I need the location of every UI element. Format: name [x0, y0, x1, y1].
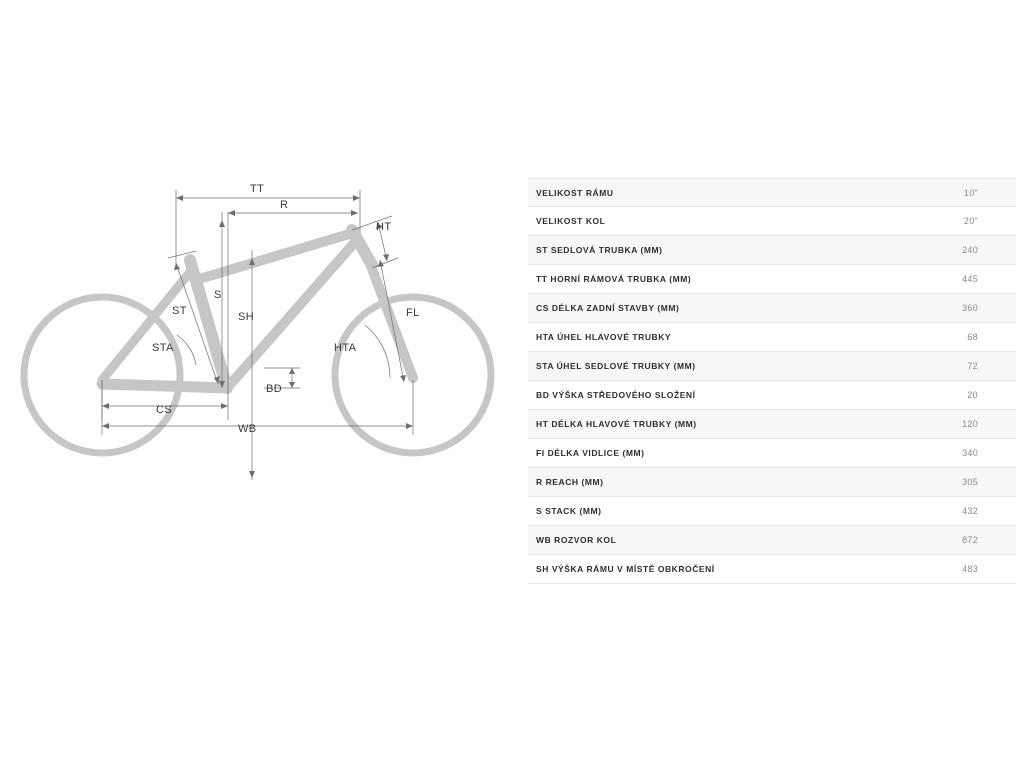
cs-arrow-left [102, 403, 109, 409]
r-arrow-left [228, 210, 235, 216]
cs-arrow-right [221, 403, 228, 409]
ht-arrow-bottom [383, 254, 389, 261]
spec-label: CS DÉLKA ZADNÍ STAVBY (MM) [536, 303, 680, 313]
sh-arrow-bottom [249, 471, 255, 478]
spec-label: S STACK (MM) [536, 506, 602, 516]
spec-label: R REACH (MM) [536, 477, 604, 487]
spec-value: 240 [962, 245, 978, 255]
table-row [528, 323, 1016, 352]
fl-arrow-bottom [400, 375, 406, 382]
spec-label: SH VÝŠKA RÁMU V MÍSTĚ OBKROČENÍ [536, 564, 715, 574]
bd-arrow-bottom [289, 382, 295, 388]
label-TT: TT [250, 183, 265, 195]
s-arrow-top [219, 220, 225, 227]
spec-label: VELIKOST KOL [536, 216, 606, 226]
spec-value: 120 [962, 419, 978, 429]
tt-arrow-left [176, 195, 183, 201]
table-row [528, 468, 1016, 497]
bike-geometry-svg [0, 130, 512, 530]
table-row [528, 439, 1016, 468]
spec-value: 445 [962, 274, 978, 284]
spec-value: 432 [962, 506, 978, 516]
bd-arrow-top [289, 368, 295, 374]
chain-stay [102, 384, 227, 388]
spec-label: HT DÉLKA HLAVOVÉ TRUBKY (MM) [536, 419, 697, 429]
label-STA: STA [152, 342, 174, 354]
spec-label: STA ÚHEL SEDLOVÉ TRUBKY (MM) [536, 361, 696, 371]
spec-value: 872 [962, 535, 978, 545]
label-R: R [280, 199, 289, 211]
table-row [528, 207, 1016, 236]
label-HTA: HTA [334, 342, 357, 354]
table-row [528, 352, 1016, 381]
spec-value: 483 [962, 564, 978, 574]
spec-label: FI DÉLKA VIDLICE (MM) [536, 448, 645, 458]
label-SH: SH [238, 311, 255, 323]
label-WB: WB [238, 423, 257, 435]
wb-arrow-left [102, 423, 109, 429]
table-row [528, 555, 1016, 584]
st-arrow-top [174, 263, 180, 270]
table-row [528, 265, 1016, 294]
geometry-spec-table [528, 178, 1016, 584]
spec-label: WB ROZVOR KOL [536, 535, 617, 545]
label-S: S [214, 289, 222, 301]
spec-label: BD VÝŠKA STŘEDOVÉHO SLOŽENÍ [536, 390, 696, 400]
spec-label: ST SEDLOVÁ TRUBKA (MM) [536, 245, 663, 255]
bicycle-silhouette [24, 230, 491, 453]
label-HT: HT [376, 221, 392, 233]
table-row [528, 294, 1016, 323]
table-row [528, 381, 1016, 410]
spec-label: HTA ÚHEL HLAVOVÉ TRUBKY [536, 332, 672, 342]
tt-arrow-right [353, 195, 360, 201]
spec-label: VELIKOST RÁMU [536, 187, 614, 198]
spec-value: 72 [967, 361, 978, 371]
label-CS: CS [156, 404, 173, 416]
spec-label: TT HORNÍ RÁMOVÁ TRUBKA (MM) [536, 274, 692, 284]
r-arrow-right [351, 210, 358, 216]
wb-arrow-right [406, 423, 413, 429]
label-FL: FL [406, 307, 420, 319]
spec-value: 340 [962, 448, 978, 458]
spec-value: 68 [967, 332, 978, 342]
table-row [528, 410, 1016, 439]
fl-dim-line [380, 260, 404, 382]
spec-value: 305 [962, 477, 978, 487]
table-row [528, 497, 1016, 526]
spec-value: 10" [963, 187, 978, 198]
label-ST: ST [172, 305, 187, 317]
table-row [528, 178, 1016, 207]
hta-angle-arc [365, 325, 390, 378]
label-BD: BD [266, 383, 283, 395]
spec-value: 360 [962, 303, 978, 313]
table-row [528, 526, 1016, 555]
spec-value: 20" [963, 216, 978, 226]
table-row [528, 236, 1016, 265]
spec-value: 20 [967, 390, 978, 400]
